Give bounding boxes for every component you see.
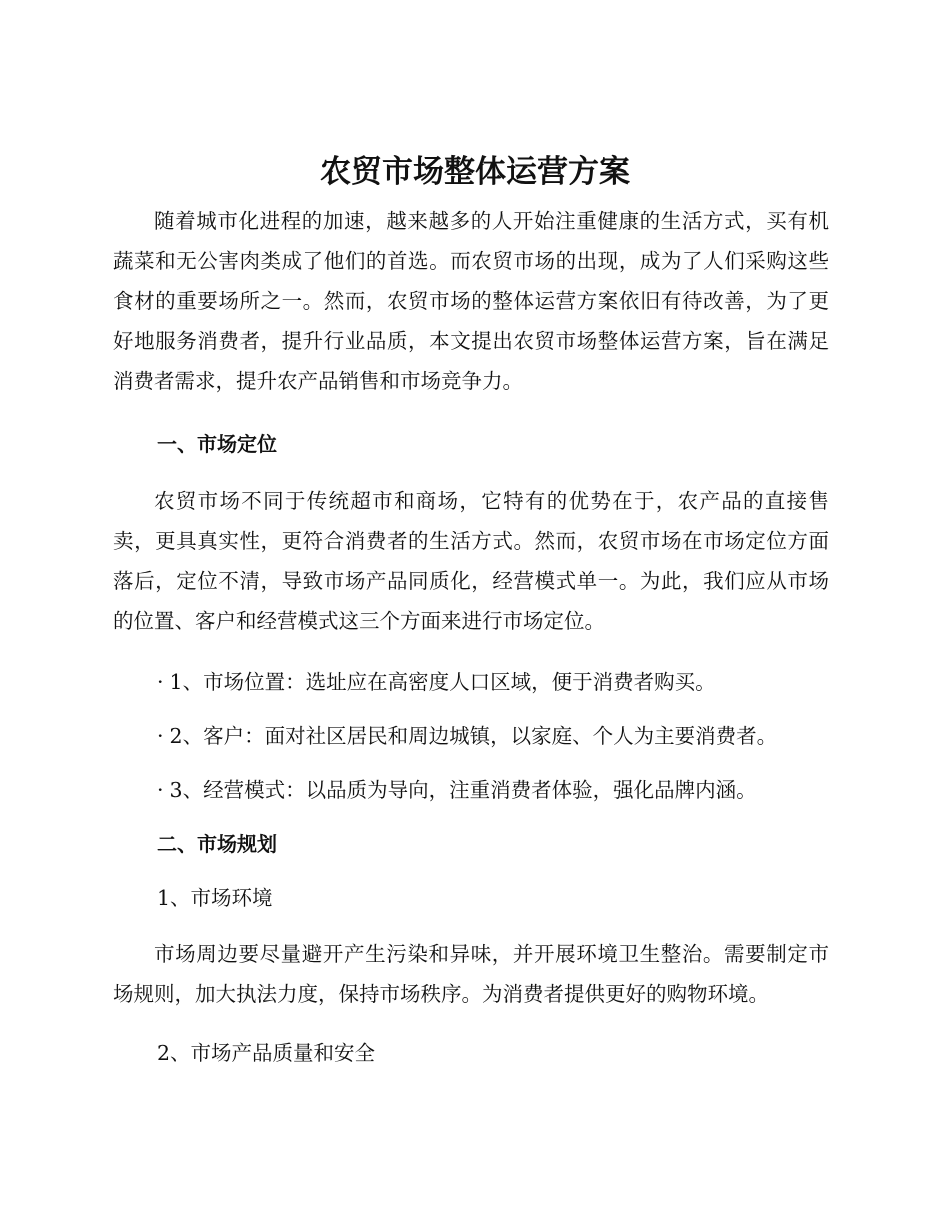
bullet-item-location	[157, 667, 716, 697]
section1-heading: 一、市场定位	[157, 432, 277, 456]
bullet-dot-icon: ·	[157, 724, 164, 748]
document-title: 农贸市场整体运营方案	[320, 154, 630, 190]
section1-paragraph: 农贸市场不同于传统超市和商场，它特有的优势在于，农产品的直接售卖，更具真实性，更符合消费者的生活方式。然而，农贸市场在市场定位方面落后，定位不清，导致市场产品同质化，经营模式单一。为此，我们应从市场的位置、客户和经营模式这三个方面来进行市场定位。	[113, 489, 829, 633]
subsection-title-environment: 1、市场环境	[157, 886, 273, 910]
bullet-text: 1、市场位置：选址应在高密度人口区域，便于消费者购买。	[169, 670, 716, 694]
intro-paragraph: 随着城市化进程的加速，越来越多的人开始注重健康的生活方式，买有机蔬菜和无公害肉类成了他们的首选。而农贸市场的出现，成为了人们采购这些食材的重要场所之一。然而，农贸市场的整体运营方案依旧有待改善，为了更好地服务消费者，提升行业品质，本文提出农贸市场整体运营方案，旨在满足消费者需求，提升农产品销售和市场竞争力。	[113, 209, 829, 393]
bullet-text: 3、经营模式：以品质为导向，注重消费者体验，强化品牌内涵。	[169, 778, 757, 802]
subsection-title-quality: 2、市场产品质量和安全	[157, 1041, 376, 1065]
section2-heading: 二、市场规划	[157, 832, 277, 856]
bullet-item-customers	[157, 721, 777, 751]
bullet-dot-icon: ·	[157, 670, 164, 694]
bullet-text: 2、客户：面对社区居民和周边城镇，以家庭、个人为主要消费者。	[169, 724, 778, 748]
subsection-paragraph-environment: 市场周边要尽量避开产生污染和异味，并开展环境卫生整治。需要制定市场规则，加大执法力度，保持市场秩序。为消费者提供更好的购物环境。	[113, 942, 829, 1006]
bullet-dot-icon: ·	[157, 778, 164, 802]
bullet-item-business-model	[157, 775, 757, 805]
